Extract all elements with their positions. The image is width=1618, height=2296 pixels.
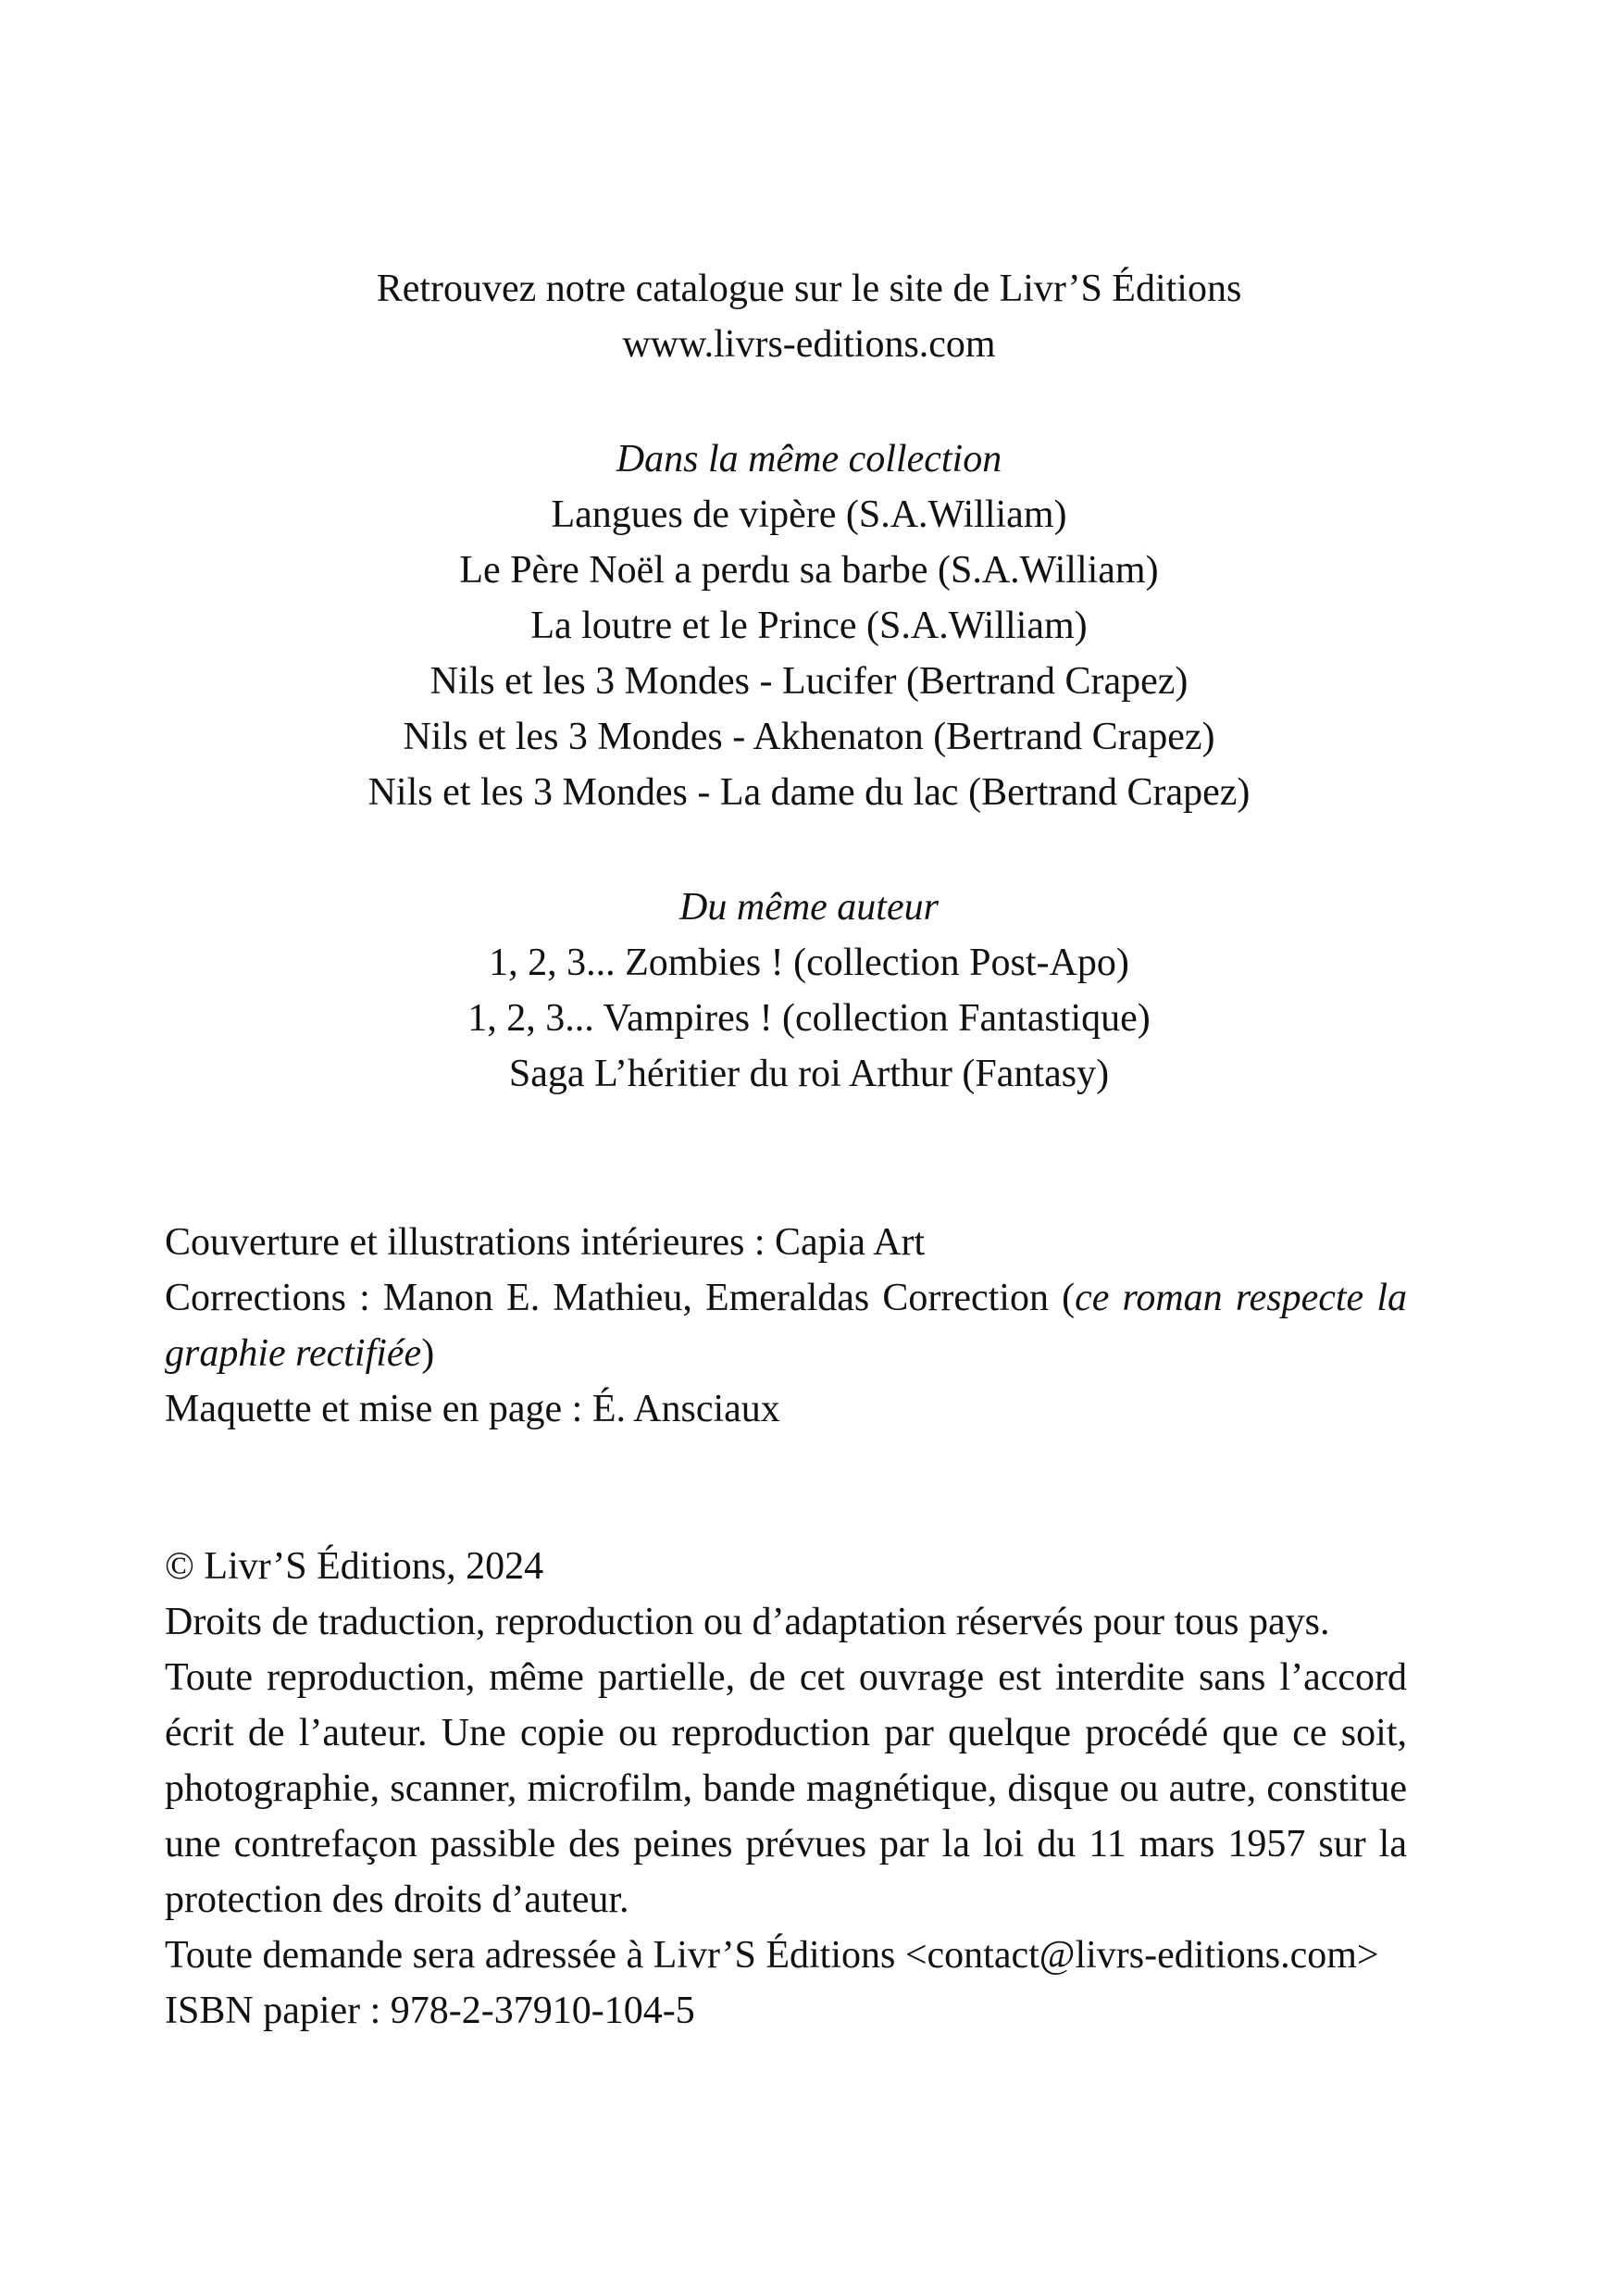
- collection-title: Langues de vipère (S.A.William): [551, 493, 1067, 536]
- legal-block: [165, 1539, 1407, 2039]
- credits-block: [165, 1215, 1407, 1437]
- author-title: 1, 2, 3... Zombies ! (collection Post-Apo): [489, 942, 1129, 984]
- catalogue-block: [161, 261, 1457, 372]
- collection-title: La loutre et le Prince (S.A.William): [530, 605, 1088, 647]
- isbn-line: ISBN papier : 978-2-37910-104-5: [165, 1990, 695, 2032]
- corrections-text: Corrections : Manon E. Mathieu, Emeraldas Correction (: [165, 1277, 1076, 1319]
- catalogue-url: www.livrs-editions.com: [622, 323, 996, 366]
- corrections-credit: [165, 1270, 1407, 1381]
- catalogue-line: Retrouvez notre catalogue sur le site de Livr’S Éditions: [376, 268, 1242, 310]
- same-author-heading: Du même auteur: [679, 886, 939, 929]
- layout-credit: Maquette et mise en page : É. Ansciaux: [165, 1388, 780, 1430]
- same-author-block: [161, 880, 1457, 1102]
- rights-notice: Droits de traduction, reproduction ou d’adaptation réservés pour tous pays.: [165, 1601, 1330, 1643]
- author-title: Saga L’héritier du roi Arthur (Fantasy): [508, 1053, 1110, 1095]
- cover-credit: Couverture et illustrations intérieures : Capia Art: [165, 1221, 926, 1264]
- collection-title: Nils et les 3 Mondes - La dame du lac (Bertrand Crapez): [367, 771, 1251, 814]
- author-title: 1, 2, 3... Vampires ! (collection Fantastique): [467, 997, 1151, 1040]
- same-collection-heading: Dans la même collection: [616, 438, 1002, 480]
- collection-title: Le Père Noël a perdu sa barbe (S.A.William): [459, 549, 1159, 592]
- corrections-end: ): [421, 1332, 435, 1375]
- contact-notice: Toute demande sera adressée à Livr’S Éditions <contact@livrs-editions.com>: [165, 1934, 1379, 1977]
- same-collection-block: [161, 431, 1457, 820]
- collection-title: Nils et les 3 Mondes - Lucifer (Bertrand Crapez): [429, 660, 1189, 703]
- reproduction-notice: Toute reproduction, même partielle, de cet ouvrage est interdite sans l’accord écrit de l’auteur. Une copie ou reproduction par quelque procédé que ce soit, photographie, scanner, microfilm, bande magnétique, disque ou autre, constitue une contrefaçon passible des peines prévues par la loi du 11 mars 1957 sur la protection des droits d’auteur.: [165, 1656, 1407, 1921]
- corrections-note: ce roman respecte la graphie rectifiée: [165, 1277, 1408, 1375]
- collection-title: Nils et les 3 Mondes - Akhenaton (Bertrand Crapez): [403, 716, 1215, 758]
- copyright-line: © Livr’S Éditions, 2024: [165, 1545, 544, 1588]
